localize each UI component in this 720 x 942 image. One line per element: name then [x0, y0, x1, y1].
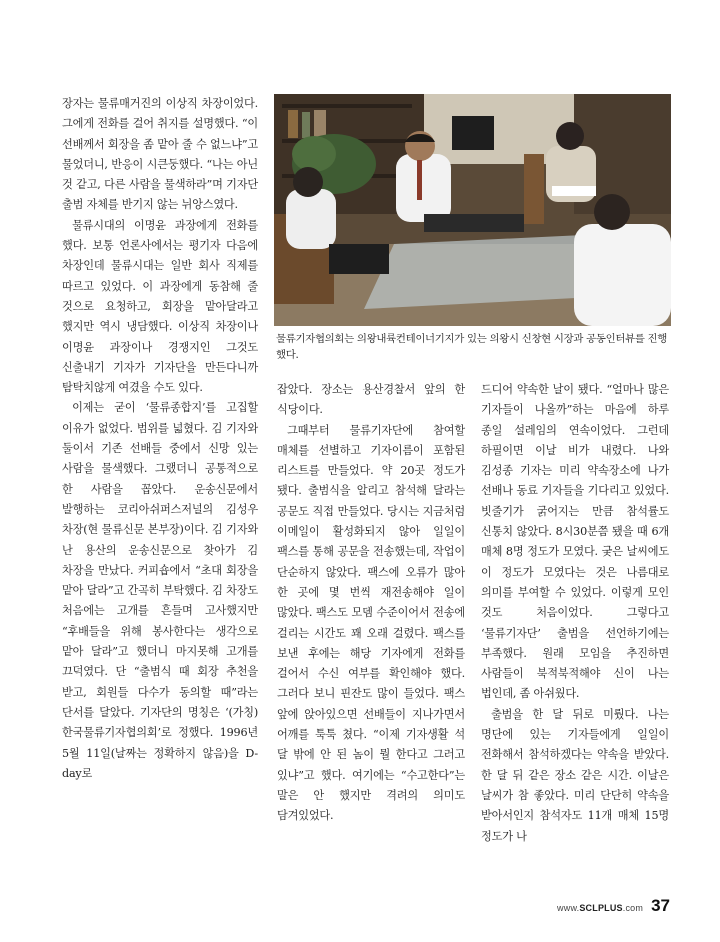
footer-url-brand: SCLPLUS [579, 903, 623, 913]
footer-url-suffix: .com [622, 903, 644, 913]
article-paragraph: 드디어 약속한 날이 됐다. “얼마나 많은 기자들이 나올까”하는 마음에 하루 종일 설레임의 연속이었다. 그런데 하필이면 이날 비가 내렸다. 나와 김성종 기자는 미리 약속장소에 나가 선배나 동료 기자들을 기다리고 있었다. 빗줄기가 굵어지는 만큼 참석률도 신통치 않았다. 8시30분쯤 됐을 때 6개 매체 8명 정도가 모였다. 궂은 날씨에도 이 정도가 모였다는 것은 나름대로 의미를 부여할 수 있었다. 이렇게 모인 것도 처음이었다. 그렇다고 ‘물류기자단’ 출범을 선언하기에는 부족했다. 원래 모임을 추진하면 사람들이 북적북적해야 신이 나는 법인데, 좀 아쉬웠다. [481, 383, 669, 701]
footer-url [557, 903, 643, 913]
footer-url-prefix: www. [557, 903, 580, 913]
photo-caption: 물류기자협의회는 의왕내륙컨테이너기지가 있는 의왕시 신창현 시장과 공동인터뷰를 진행했다. [276, 333, 668, 361]
article-paragraph: 출범을 한 달 뒤로 미뤘다. 나는 명단에 있는 기자들에게 일일이 전화해서 참석하겠다는 약속을 받았다. 한 달 뒤 같은 장소 같은 시간. 이날은 날씨가 참 좋았다. 미리 단단히 약속을 받아서인지 참석자도 11개 매체 15명 정도가 나 [481, 707, 669, 843]
article-paragraph: 잡았다. 장소는 용산경찰서 앞의 한 식당이다. [277, 383, 465, 417]
page-number: 37 [651, 896, 670, 915]
article-paragraph: 물류시대의 이명윤 과장에게 전화를 했다. 보통 언론사에서는 평기자 다음에 차장인데 물류시대는 일반 회사 직제를 따르고 있었다. 이 과장에게 동참해 줄 것으로 요청하고, 회장을 맡아달라고 했지만 역시 냉담했다. 이상직 차장이나 이명윤 과장이나 경쟁지인 그것도 신출내기 기자가 기자단을 만든다니까 탐탁치않게 여겼을 수도 있다. [62, 218, 258, 395]
article-column-right [481, 380, 669, 847]
article-column-middle [277, 380, 465, 827]
article-paragraph: 장자는 물류매거진의 이상직 차장이었다. 그에게 전화를 걸어 취지를 설명했다. “이 선배께서 회장을 좀 맡아 줄 수 없느냐”고 물었더니, 반응이 시큰둥했다. “나는 아닌 것 같고, 다른 사람을 물색하라”며 기자단 출범 자체를 반기지 않는 뉘앙스였다. [62, 97, 258, 212]
article-paragraph: 이제는 굳이 ‘물류종합지’를 고집할 이유가 없었다. 범위를 넓혔다. 김 기자와 둘이서 기존 선배들 중에서 신망 있는 사람을 물색했다. 그랬더니 공통적으로 한 사람을 꼽았다. 운송신문에서 발행하는 코리아쉬퍼스저널의 김성우 차장(현 물류신문 본부장)이다. 김 기자와 난 용산의 운송신문으로 찾아가 김 차장을 만났다. 커피숍에서 “초대 회장을 맡아 달라”고 간곡히 부탁했다. 김 차장도 처음에는 고개를 흔들며 고사했지만 “후배들을 위해 봉사한다는 생각으로 맡아 달라”고 했더니 마지못해 고개를 끄덕였다. 단 “출범식 때 회장 추천을 받고, 회원들 다수가 동의할 때”라는 단서를 달았다. 기자단의 명칭은 ‘(가칭)한국물류기자협의회’로 정했다. 1996년 5월 11일(날짜는 정확하지 않음)을 D-day로 [62, 401, 258, 780]
article-column-left [62, 94, 258, 784]
article-paragraph: 그때부터 물류기자단에 참여할 매체를 선별하고 기자이름이 포함된 리스트를 만들었다. 약 20곳 정도가 됐다. 출범식을 알리고 참석해 달라는 공문도 직접 만들었다. 당시는 지금처럼 이메일이 활성화되지 않아 일일이 팩스를 통해 공문을 전송했는데, 작업이 단순하지 않았다. 팩스에 오류가 많아 한 곳에 몇 번씩 재전송해야 일이 많았다. 팩스도 모뎀 수준이어서 전송에 걸리는 시간도 꽤 오래 걸렸다. 팩스를 보낸 후에는 해당 기자에게 전화를 걸어서 수신 여부를 확인해야 했다. 그러다 보니 핀잔도 많이 들었다. 팩스 앞에 앉아있으면 선배들이 지나가면서 어깨를 툭툭 쳤다. “이제 기자생활 석 달 밖에 안 된 놈이 뭘 한다고 그러고 있냐”고 했다. 여기에는 “수고한다”는 말은 안 했지만 격려의 의미도 담겨있었다. [277, 423, 465, 823]
interview-photo [274, 94, 671, 326]
page-footer [557, 896, 670, 916]
